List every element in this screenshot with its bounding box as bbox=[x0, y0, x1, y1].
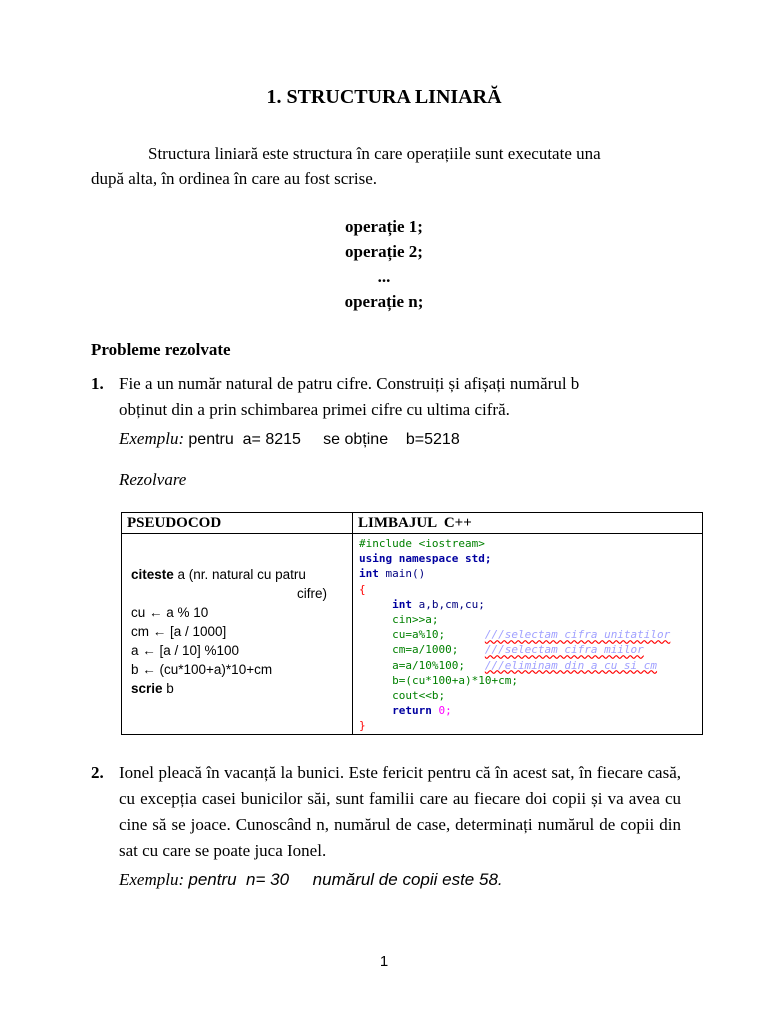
cpp-cell bbox=[353, 534, 703, 735]
cpp-include: #include <iostream> bbox=[359, 537, 485, 550]
cpp-a: a=a/10%100; bbox=[392, 658, 465, 672]
cpp-close-brace: } bbox=[359, 719, 366, 733]
page-number: 1 bbox=[379, 953, 389, 970]
cpp-comment-cu: ///selectam cifra unitatilor bbox=[484, 628, 671, 642]
pseudo-line-6 bbox=[131, 679, 352, 698]
keyword-scrie: scrie bbox=[131, 681, 163, 696]
section-heading: Probleme rezolvate bbox=[91, 340, 231, 359]
cpp-b: b=(cu*100+a)*10+cm; bbox=[392, 673, 518, 687]
operation-ellipsis: ... bbox=[377, 267, 391, 286]
cpp-cu: cu=a%10; bbox=[392, 628, 446, 642]
problem-1-line-2: obținut din a prin schimbarea primei cifre cu ultima cifră. bbox=[119, 400, 510, 419]
cpp-main: main() bbox=[378, 567, 426, 581]
cpp-comment-cm: ///selectam cifra miilor bbox=[484, 643, 644, 657]
cpp-using: using namespace std; bbox=[359, 552, 492, 566]
chapter-title: 1. STRUCTURA LINIARĂ bbox=[266, 86, 502, 108]
pseudo-line-1-text: a (nr. natural cu patru bbox=[173, 567, 306, 582]
cpp-open-brace: { bbox=[359, 582, 366, 596]
operation-2: operație 2; bbox=[345, 242, 423, 261]
solution-table bbox=[121, 512, 703, 735]
cpp-return: 0; bbox=[431, 704, 452, 718]
problem-1-line-1: Fie a un număr natural de patru cifre. Construiți și afișați numărul b bbox=[119, 374, 580, 393]
example-text: pentru a= 8215 se obține b=5218 bbox=[188, 431, 460, 448]
pseudo-line-6-text: b bbox=[162, 681, 174, 696]
pseudo-line-2: cu ← a % 10 bbox=[131, 605, 209, 620]
pseudo-line-1-cont: cifre) bbox=[297, 586, 327, 601]
problem-1-number: 1. bbox=[91, 374, 104, 393]
problem-2-example bbox=[119, 870, 503, 890]
pseudo-line-1 bbox=[131, 565, 352, 584]
cpp-cm: cm=a/1000; bbox=[392, 643, 459, 657]
pseudo-line-5: b ← (cu*100+a)*10+cm bbox=[131, 662, 273, 677]
cpp-comment-a: ///eliminam din a cu si cm bbox=[484, 658, 658, 672]
keyword-citeste: citeste bbox=[131, 567, 174, 582]
pseudocode-cell bbox=[122, 534, 353, 735]
cpp-cin: cin>>a; bbox=[392, 613, 439, 627]
cpp-code-block bbox=[353, 534, 702, 734]
pseudo-line-3: cm ← [a / 1000] bbox=[131, 624, 227, 639]
problem-1 bbox=[91, 371, 681, 423]
pseudocode-block bbox=[122, 534, 352, 698]
problem-1-example bbox=[119, 429, 460, 449]
cpp-main-kw: int bbox=[359, 567, 379, 581]
operation-1: operație 1; bbox=[345, 217, 423, 236]
header-cpp: LIMBAJUL C++ bbox=[353, 513, 703, 534]
cpp-cout: cout<<b; bbox=[392, 689, 446, 703]
operations-list bbox=[0, 214, 768, 314]
pseudo-line-4: a ← [a / 10] %100 bbox=[131, 643, 240, 658]
intro-paragraph bbox=[91, 141, 671, 191]
example-2-label: Exemplu: bbox=[119, 870, 185, 889]
problem-2-number: 2. bbox=[91, 763, 104, 782]
intro-line-1: Structura liniară este structura în care operațiile sunt executate una bbox=[148, 144, 601, 163]
intro-line-2: după alta, în ordinea în care au fost scrise. bbox=[91, 169, 378, 188]
operation-n: operație n; bbox=[344, 292, 424, 311]
cpp-decl: a,b,cm,cu; bbox=[412, 597, 485, 611]
header-pseudocode: PSEUDOCOD bbox=[122, 513, 353, 534]
problem-2 bbox=[91, 760, 681, 864]
cpp-return-kw: return bbox=[392, 704, 432, 718]
cpp-decl-kw: int bbox=[392, 597, 412, 611]
example-label: Exemplu: bbox=[119, 429, 185, 448]
problem-2-text: Ionel pleacă în vacanță la bunici. Este fericit pentru că în acest sat, în fiecare casă, cu excepția casei bunicilor săi, sunt familii care au fiecare doi copii și va avea cu cine să se joace. Cunoscând n, numărul de case, determinați numărul de copii din sat cu care se poate juca Ionel. bbox=[119, 763, 681, 860]
example-2-text: pentru n= 30 numărul de copii este 58. bbox=[188, 870, 503, 889]
solution-label: Rezolvare bbox=[119, 470, 187, 489]
